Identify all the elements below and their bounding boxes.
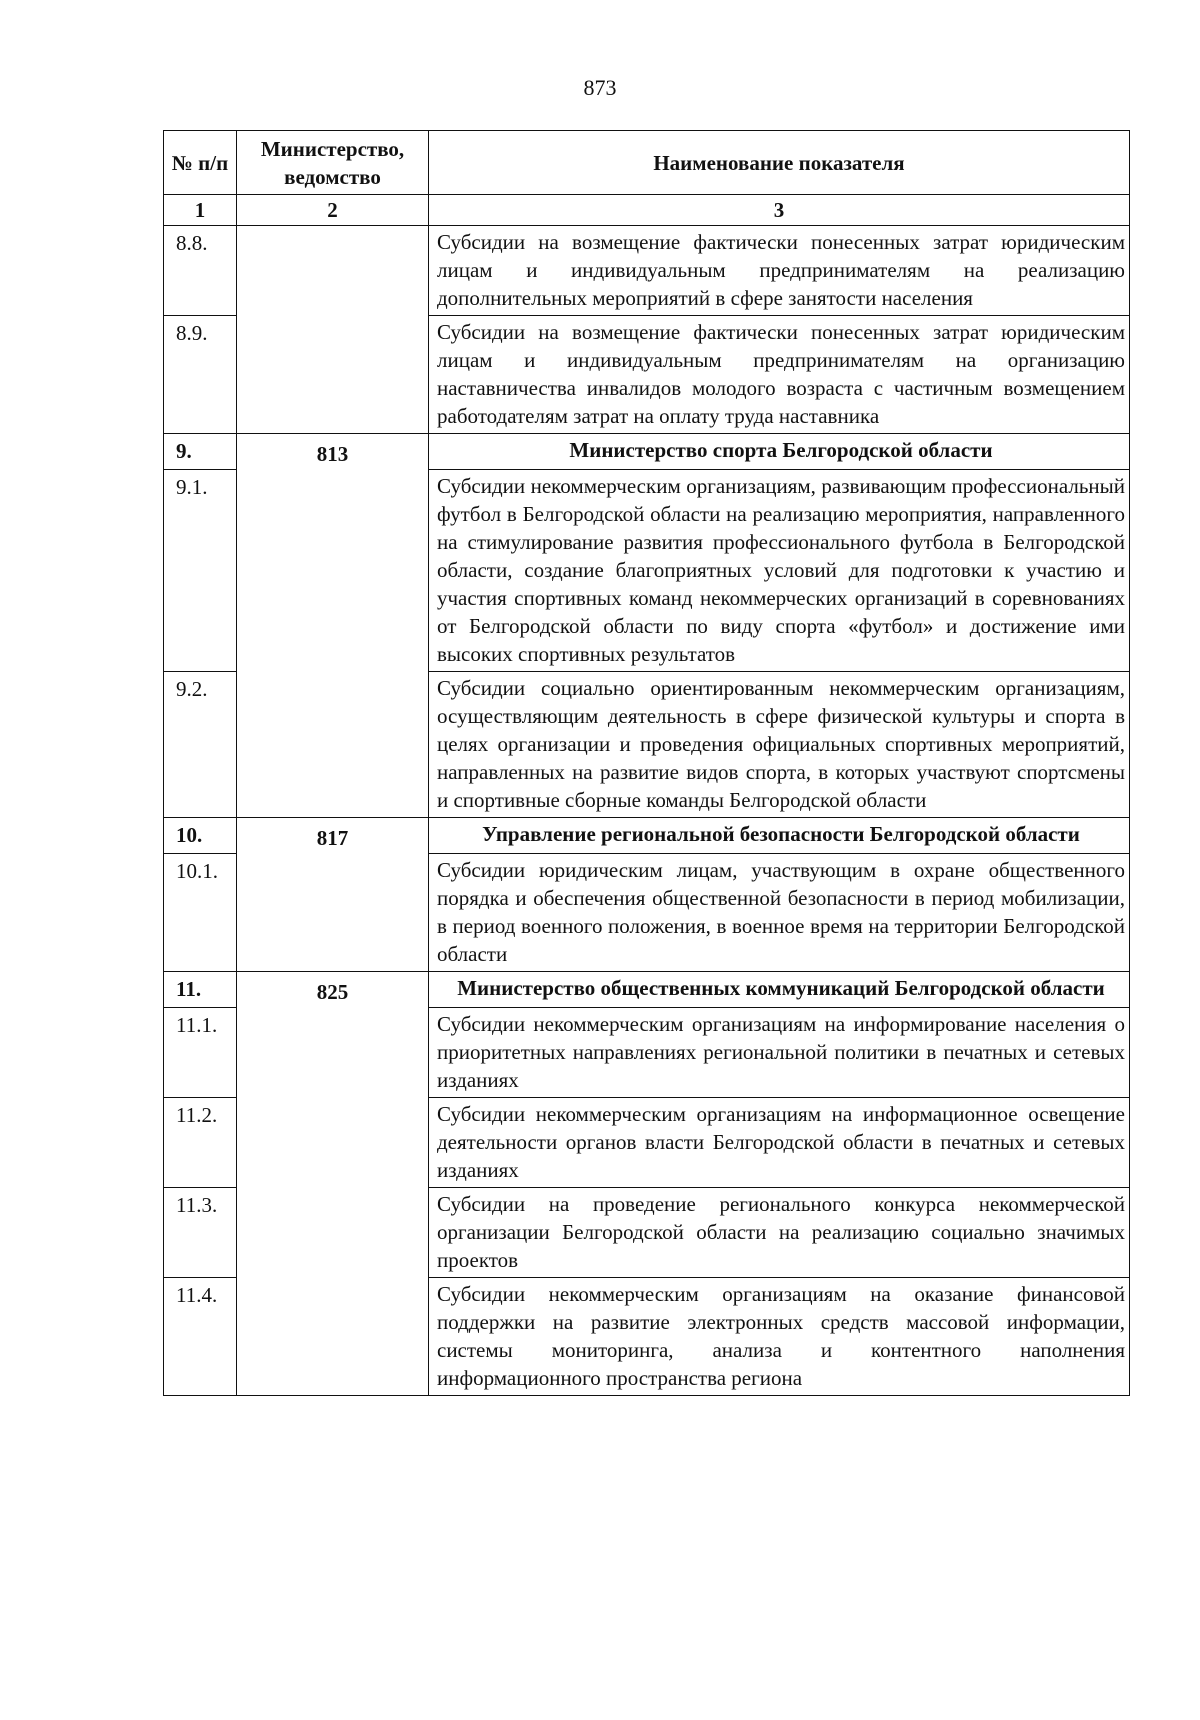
ministry-title: Управление региональной безопасности Белгородской области (429, 818, 1130, 854)
ministry-code: 817 (237, 818, 429, 972)
header-num: № п/п (164, 131, 237, 195)
ministry-code (237, 226, 429, 434)
indicator-name: Субсидии на возмещение фактически понесенных затрат юридическим лицам и индивидуальным предпринимателям на организацию наставничества инвалидов молодого возраста с частичным возмещением работодателям затрат на оплату труда наставника (429, 316, 1130, 434)
table-header-row (164, 131, 1130, 195)
table-row-section (164, 818, 1130, 854)
row-number: 11.3. (164, 1188, 237, 1278)
page-number: 873 (583, 75, 617, 100)
table-row-section (164, 434, 1130, 470)
row-number: 11.1. (164, 1008, 237, 1098)
indicator-name: Субсидии на проведение регионального конкурса некоммерческой организации Белгородской области на реализацию социально значимых проектов (429, 1188, 1130, 1278)
row-number: 9.2. (164, 672, 237, 818)
indicator-name: Субсидии некоммерческим организациям на оказание финансовой поддержки на развитие электронных средств массовой информации, системы мониторинга, анализа и контентного наполнения информационного пространства региона (429, 1278, 1130, 1396)
row-number: 9.1. (164, 470, 237, 672)
indicator-name: Субсидии социально ориентированным некоммерческим организациям, осуществляющим деятельность в сфере физической культуры и спорта в целях организации и проведения официальных спортивных мероприятий, направленных на развитие видов спорта, в которых участвуют спортсмены и спортивные сборные команды Белгородской области (429, 672, 1130, 818)
column-index-2: 2 (237, 195, 429, 226)
row-number: 8.9. (164, 316, 237, 434)
ministry-code: 813 (237, 434, 429, 818)
table-row-section (164, 972, 1130, 1008)
row-number: 8.8. (164, 226, 237, 316)
row-number: 11. (164, 972, 237, 1008)
column-index-3: 3 (429, 195, 1130, 226)
indicators-table (163, 130, 1130, 1396)
indicator-name: Субсидии некоммерческим организациям на информирование населения о приоритетных направлениях региональной политики в печатных и сетевых изданиях (429, 1008, 1130, 1098)
ministry-title: Министерство общественных коммуникаций Белгородской области (429, 972, 1130, 1008)
ministry-code: 825 (237, 972, 429, 1396)
header-ministry: Министерство, ведомство (237, 131, 429, 195)
header-indicator-name: Наименование показателя (429, 131, 1130, 195)
row-number: 9. (164, 434, 237, 470)
row-number: 11.4. (164, 1278, 237, 1396)
row-number: 10.1. (164, 854, 237, 972)
ministry-title: Министерство спорта Белгородской области (429, 434, 1130, 470)
row-number: 10. (164, 818, 237, 854)
indicator-name: Субсидии некоммерческим организациям на информационное освещение деятельности органов власти Белгородской области в печатных и сетевых изданиях (429, 1098, 1130, 1188)
indicator-name: Субсидии на возмещение фактически понесенных затрат юридическим лицам и индивидуальным предпринимателям на реализацию дополнительных мероприятий в сфере занятости населения (429, 226, 1130, 316)
column-index-row (164, 195, 1130, 226)
row-number: 11.2. (164, 1098, 237, 1188)
indicator-name: Субсидии некоммерческим организациям, развивающим профессиональный футбол в Белгородской области на реализацию мероприятия, направленного на стимулирование развития профессионального футбола в Белгородской области, создание благоприятных условий для подготовки к участию и участия спортивных команд некоммерческих организаций в соревнованиях от Белгородской области по виду спорта «футбол» и достижение ими высоких спортивных результатов (429, 470, 1130, 672)
indicator-name: Субсидии юридическим лицам, участвующим в охране общественного порядка и обеспечения общественной безопасности в период мобилизации, в период военного положения, в военное время на территории Белгородской области (429, 854, 1130, 972)
table-row (164, 226, 1130, 316)
column-index-1: 1 (164, 195, 237, 226)
